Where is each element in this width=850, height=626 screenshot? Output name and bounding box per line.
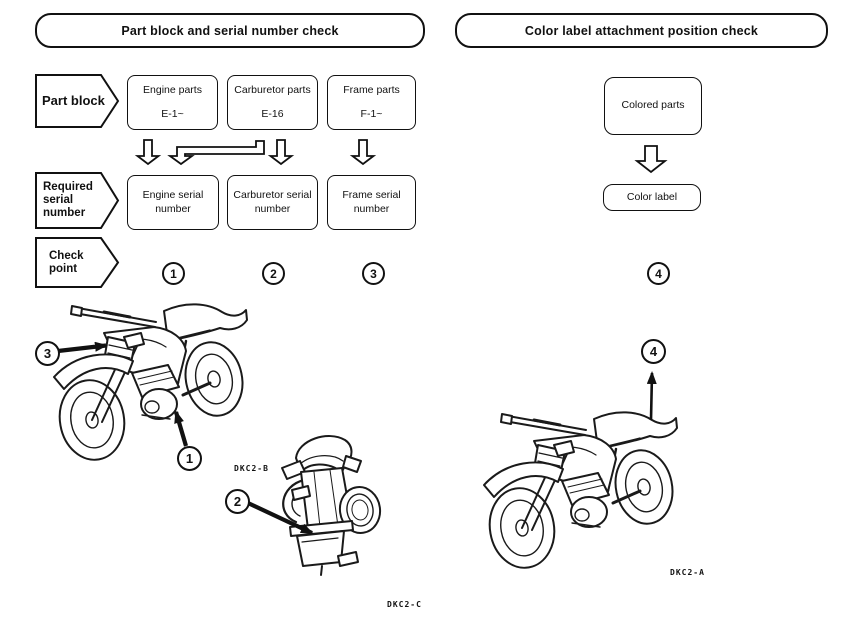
down-arrow-colored-parts bbox=[637, 146, 665, 172]
check-point-1-badge bbox=[162, 262, 185, 285]
down-arrow-frame bbox=[353, 140, 374, 164]
frame-serial-box bbox=[327, 175, 416, 230]
required-serial-label-line1: Required bbox=[43, 181, 93, 194]
callout-engine-serial-number: 1 bbox=[185, 451, 194, 466]
part-block-row-label bbox=[35, 74, 120, 128]
colored-parts-label: Colored parts bbox=[621, 99, 685, 112]
engine-parts-name: Engine parts bbox=[143, 83, 202, 96]
check-point-1-number: 1 bbox=[170, 266, 177, 281]
elbow-arrow-carb-to-engine-serial bbox=[170, 141, 264, 164]
check-point-label-line2: point bbox=[49, 262, 78, 275]
engine-serial-line1: Engine serial bbox=[142, 188, 204, 201]
colored-parts-box bbox=[604, 77, 702, 135]
callout-arrow-carburetor-serial bbox=[248, 503, 312, 533]
callout-color-label-number: 4 bbox=[649, 344, 658, 359]
check-point-4-number: 4 bbox=[655, 266, 662, 281]
carburetor-parts-box bbox=[227, 75, 318, 130]
left-panel-title-text: Part block and serial number check bbox=[121, 23, 339, 38]
flow-arrow-right bbox=[637, 146, 665, 172]
engine-parts-box bbox=[127, 75, 218, 130]
callout-frame-serial-badge bbox=[35, 341, 60, 366]
down-arrow-carburetor bbox=[271, 140, 292, 164]
check-point-3-number: 3 bbox=[370, 266, 377, 281]
callout-carburetor-serial-badge bbox=[225, 489, 250, 514]
callout-engine-serial-badge bbox=[177, 446, 202, 471]
frame-serial-line1: Frame serial bbox=[342, 188, 401, 201]
engine-parts-code: E-1~ bbox=[161, 107, 184, 120]
figure-code-carburetor: DKC2-B bbox=[234, 464, 269, 473]
color-label-box bbox=[603, 184, 701, 211]
callout-arrow-color-label bbox=[651, 373, 652, 420]
color-label-label: Color label bbox=[626, 190, 678, 203]
callout-color-label-badge bbox=[641, 339, 666, 364]
check-point-2-badge bbox=[262, 262, 285, 285]
down-arrow-engine bbox=[138, 140, 159, 164]
flow-arrows-left bbox=[138, 140, 374, 164]
carburetor-serial-line1: Carburetor serial bbox=[233, 188, 312, 201]
part-block-label: Part block bbox=[42, 92, 105, 108]
carburetor-parts-name: Carburetor parts bbox=[234, 83, 311, 96]
figure-code-right: DKC2-A bbox=[670, 568, 705, 577]
engine-serial-line2: number bbox=[155, 202, 191, 215]
motorcycle-left-illustration bbox=[54, 304, 250, 465]
frame-parts-code: F-1~ bbox=[360, 107, 383, 120]
figure-code-left: DKC2-C bbox=[387, 600, 422, 609]
check-point-3-badge bbox=[362, 262, 385, 285]
check-point-label-line1: Check bbox=[49, 249, 84, 262]
carburetor-serial-box bbox=[227, 175, 318, 230]
frame-parts-name: Frame parts bbox=[343, 83, 400, 96]
required-serial-row-label bbox=[35, 172, 120, 229]
right-panel-title bbox=[455, 13, 828, 48]
check-point-2-number: 2 bbox=[270, 266, 277, 281]
callout-carburetor-serial-number: 2 bbox=[233, 494, 242, 509]
left-panel-title bbox=[35, 13, 425, 48]
frame-serial-line2: number bbox=[353, 202, 390, 215]
motorcycle-right-illustration bbox=[484, 412, 680, 573]
right-panel-title-text: Color label attachment position check bbox=[524, 23, 759, 38]
carburetor-serial-line2: number bbox=[254, 202, 291, 215]
callout-arrow-engine-serial bbox=[176, 412, 186, 446]
callout-frame-serial-number: 3 bbox=[43, 346, 52, 361]
check-point-row-label bbox=[35, 237, 120, 288]
frame-parts-box bbox=[327, 75, 416, 130]
required-serial-label-line2: serial bbox=[43, 194, 74, 207]
required-serial-label-line3: number bbox=[43, 206, 86, 219]
carburetor-illustration bbox=[282, 436, 383, 575]
check-point-4-badge bbox=[647, 262, 670, 285]
callout-arrow-frame-serial bbox=[58, 346, 106, 352]
carburetor-parts-code: E-16 bbox=[261, 107, 284, 120]
engine-serial-box bbox=[127, 175, 219, 230]
